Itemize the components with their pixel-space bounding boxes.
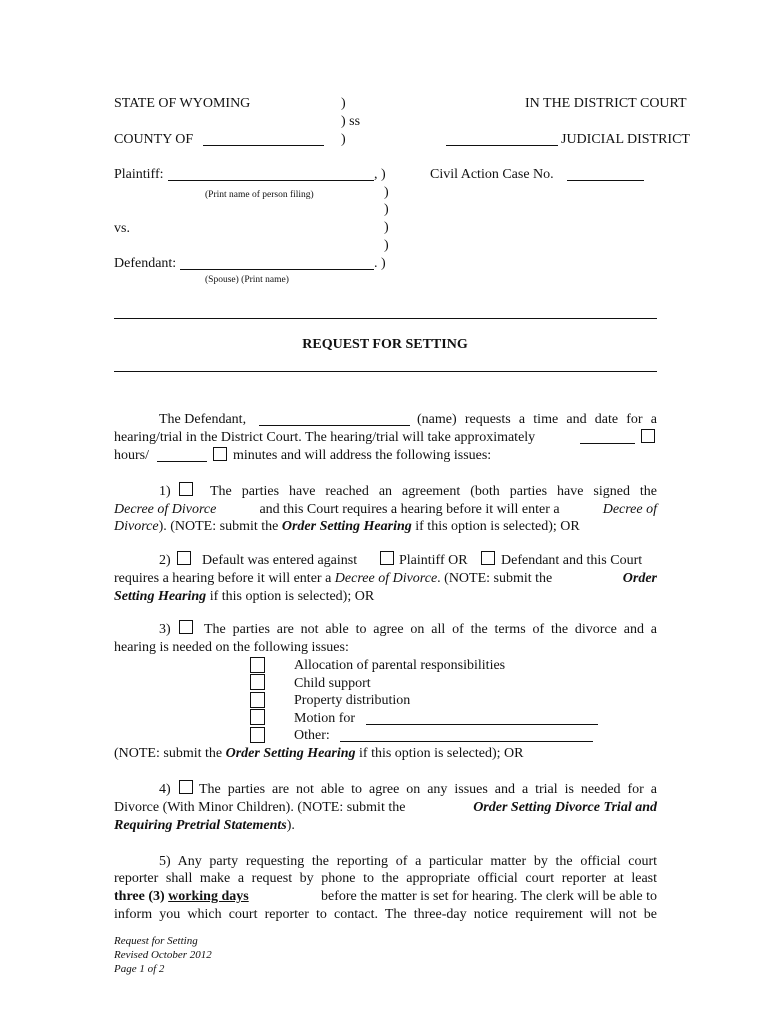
intro-text: (name) requests a time and date for a <box>417 412 657 427</box>
page-title: REQUEST FOR SETTING <box>302 337 468 352</box>
paragraph-5: 5) Any party requesting the reporting of a particular matter by the official court <box>159 854 657 869</box>
option-4-checkbox[interactable] <box>179 780 193 794</box>
minutes-blank[interactable] <box>157 461 207 462</box>
plaintiff-checkbox[interactable] <box>380 551 394 565</box>
option-3-text: hearing is needed on the following issues: <box>114 640 349 655</box>
caption-paren: ) <box>384 238 389 253</box>
district-blank[interactable] <box>446 145 558 146</box>
vs-label: vs. <box>114 221 130 236</box>
issue-checkbox[interactable] <box>250 727 265 743</box>
caption-paren: ) <box>341 96 346 111</box>
defendant-checkbox[interactable] <box>481 551 495 565</box>
option-2-text: requires a hearing before it will enter a Decree of Divorce. (NOTE: submit the Order <box>114 571 657 586</box>
option-2-text: Default was entered against <box>202 553 358 568</box>
spouse-print-note: (Spouse) (Print name) <box>205 275 289 285</box>
issue-label: Property distribution <box>294 693 411 708</box>
paragraph-5: reporter shall make a request by phone to the appropriate official court reporter at least <box>114 871 657 886</box>
option-1-text: Decree of Divorce and this Court requires a hearing before it will enter a Decree of <box>114 502 657 517</box>
print-name-note: (Print name of person filing) <box>205 190 314 200</box>
other-blank[interactable] <box>340 741 593 742</box>
court-label: IN THE DISTRICT COURT <box>525 96 687 111</box>
option-3-checkbox[interactable] <box>179 620 193 634</box>
caption-paren: ) <box>384 220 389 235</box>
issue-checkbox[interactable] <box>250 709 265 725</box>
intro-text: hearing/trial in the District Court. The hearing/trial will take approximately <box>114 430 536 445</box>
issue-label: Motion for <box>294 711 356 726</box>
issue-label: Allocation of parental responsibilities <box>294 658 506 673</box>
issue-label: Child support <box>294 676 371 691</box>
issue-checkbox[interactable] <box>250 657 265 673</box>
issue-label: Other: <box>294 728 330 743</box>
caption-paren: ) <box>384 185 389 200</box>
district-label: JUDICIAL DISTRICT <box>561 132 690 147</box>
option-4-text: The parties are not able to agree on any issues and a trial is needed for a <box>199 782 657 797</box>
option-1-text: The parties have reached an agreement (both parties have signed the <box>210 484 657 499</box>
option-2-text: Plaintiff OR <box>399 553 468 568</box>
option-2-text: Defendant and this Court <box>501 553 643 568</box>
caption-paren: . ) <box>374 256 386 271</box>
option-2-checkbox[interactable] <box>177 551 191 565</box>
option-1-text: Divorce). (NOTE: submit the Order Setting Hearing if this option is selected); OR <box>114 519 580 534</box>
motion-for-blank[interactable] <box>366 724 598 725</box>
caption-paren: , ) <box>374 167 386 182</box>
plaintiff-blank[interactable] <box>168 180 374 181</box>
issue-checkbox[interactable] <box>250 674 265 690</box>
option-3-note: (NOTE: submit the Order Setting Hearing if this option is selected); OR <box>114 746 524 761</box>
defendant-blank[interactable] <box>180 269 374 270</box>
county-blank[interactable] <box>203 145 324 146</box>
option-number: 1) <box>159 484 171 499</box>
option-3-text: The parties are not able to agree on all of the terms of the divorce and a <box>204 622 657 637</box>
intro-text: minutes and will address the following issues: <box>233 448 492 463</box>
defendant-name-blank[interactable] <box>259 425 410 426</box>
option-number: 4) <box>159 782 171 797</box>
title-rule-top <box>114 318 657 319</box>
paragraph-5: inform you which court reporter to contact. The three-day notice requirement will not be <box>114 907 657 922</box>
caption-paren-ss: ) ss <box>341 114 361 129</box>
state-label: STATE OF WYOMING <box>114 96 251 111</box>
option-4-text: Requiring Pretrial Statements). <box>114 818 295 833</box>
hours-blank[interactable] <box>580 443 635 444</box>
option-4-text: Divorce (With Minor Children). (NOTE: submit the Order Setting Divorce Trial and <box>114 800 657 815</box>
footer-title: Request for Setting <box>114 935 198 947</box>
caption-paren: ) <box>341 132 346 147</box>
title-rule-bottom <box>114 371 657 372</box>
defendant-label: Defendant: <box>114 256 177 271</box>
footer-page: Page 1 of 2 <box>114 963 165 975</box>
minutes-checkbox[interactable] <box>213 447 227 461</box>
intro-text: The Defendant, <box>159 412 247 427</box>
option-1-checkbox[interactable] <box>179 482 193 496</box>
hours-checkbox[interactable] <box>641 429 655 443</box>
caption-paren: ) <box>384 202 389 217</box>
option-number: 2) <box>159 553 171 568</box>
plaintiff-label: Plaintiff: <box>114 167 164 182</box>
case-no-blank[interactable] <box>567 180 644 181</box>
county-label: COUNTY OF <box>114 132 194 147</box>
option-number: 3) <box>159 622 171 637</box>
option-2-text: Setting Hearing if this option is selected); OR <box>114 589 375 604</box>
footer-revised: Revised October 2012 <box>114 949 212 961</box>
paragraph-5: three (3) working days before the matter is set for hearing. The clerk will be able to <box>114 889 657 904</box>
case-no-label: Civil Action Case No. <box>430 167 554 182</box>
issue-checkbox[interactable] <box>250 692 265 708</box>
intro-text: hours/ <box>114 448 149 463</box>
